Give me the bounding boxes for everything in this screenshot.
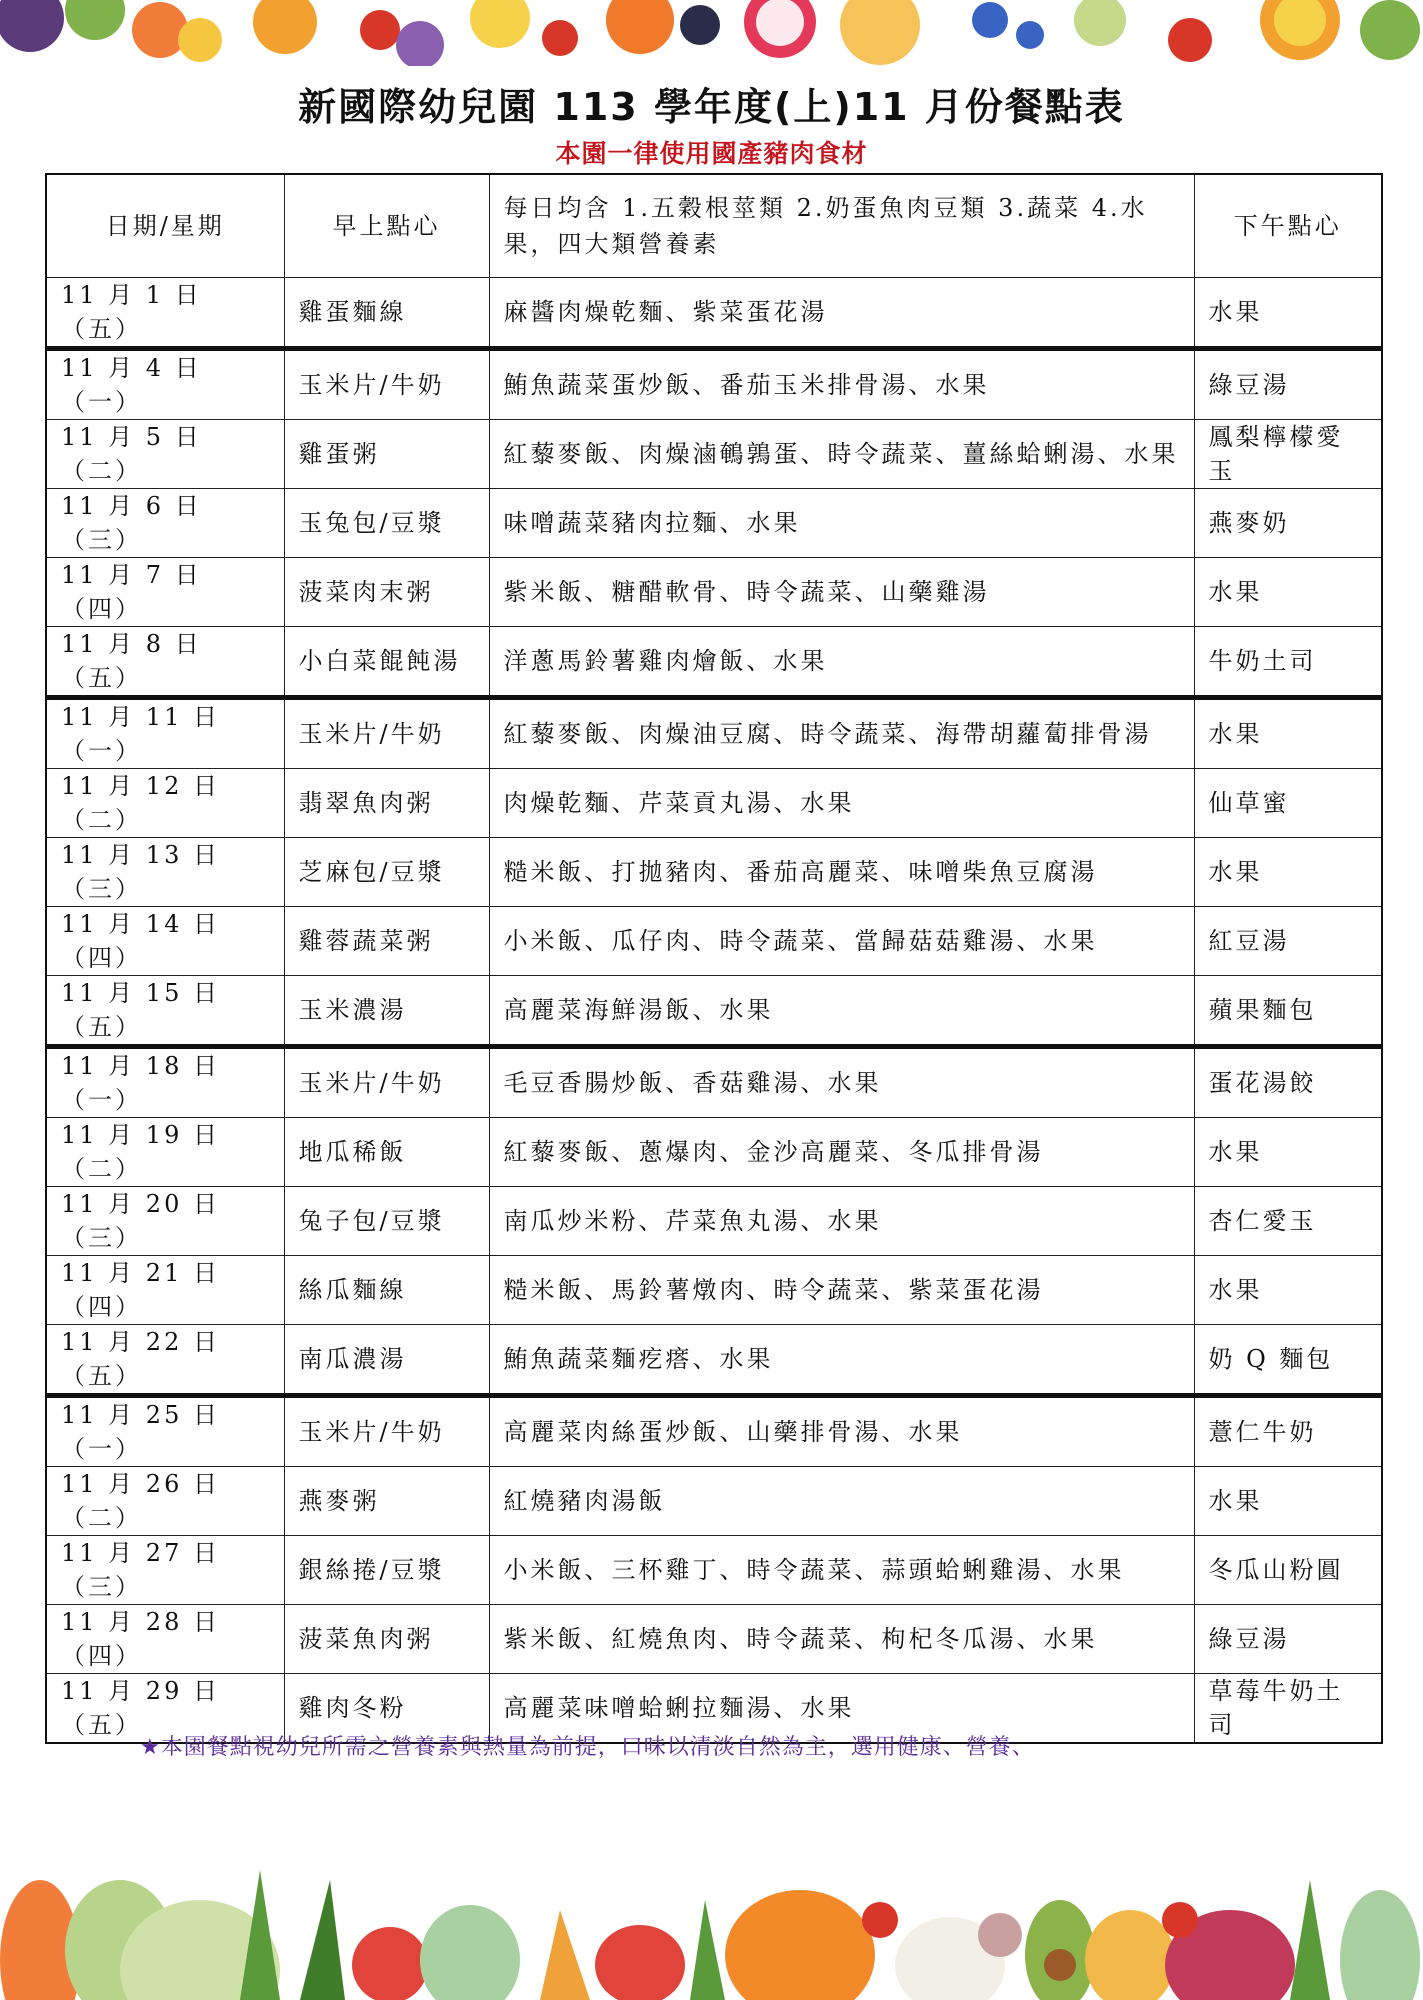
lunch-cell: 小米飯、三杯雞丁、時令蔬菜、蒜頭蛤蜊雞湯、水果 [489, 1536, 1194, 1605]
lunch-cell: 鮪魚蔬菜蛋炒飯、番茄玉米排骨湯、水果 [489, 349, 1194, 420]
lunch-cell: 紅藜麥飯、蔥爆肉、金沙高麗菜、冬瓜排骨湯 [489, 1118, 1194, 1187]
table-row [46, 420, 1382, 489]
table-row [46, 1256, 1382, 1325]
table-header-row [46, 174, 1382, 278]
date-cell: 11 月 14 日（四） [46, 907, 284, 976]
morning-snack-cell: 地瓜稀飯 [284, 1118, 489, 1187]
lunch-cell: 鮪魚蔬菜麵疙瘩、水果 [489, 1325, 1194, 1396]
morning-snack-cell: 玉米片/牛奶 [284, 349, 489, 420]
afternoon-snack-cell: 蘋果麵包 [1194, 976, 1382, 1047]
afternoon-snack-cell: 鳳梨檸檬愛玉 [1194, 420, 1382, 489]
morning-snack-cell: 菠菜肉末粥 [284, 558, 489, 627]
afternoon-snack-cell: 杏仁愛玉 [1194, 1187, 1382, 1256]
lunch-cell: 紅藜麥飯、肉燥滷鵪鶉蛋、時令蔬菜、薑絲蛤蜊湯、水果 [489, 420, 1194, 489]
date-cell: 11 月 1 日（五） [46, 278, 284, 349]
afternoon-snack-cell: 水果 [1194, 558, 1382, 627]
lunch-cell: 洋蔥馬鈴薯雞肉燴飯、水果 [489, 627, 1194, 698]
afternoon-snack-cell: 奶 Q 麵包 [1194, 1325, 1382, 1396]
menu-table-body [46, 278, 1382, 1744]
morning-snack-cell: 雞蓉蔬菜粥 [284, 907, 489, 976]
morning-snack-cell: 玉米片/牛奶 [284, 1396, 489, 1467]
afternoon-snack-cell: 燕麥奶 [1194, 489, 1382, 558]
header-date: 日期/星期 [46, 174, 284, 278]
header-afternoon-snack: 下午點心 [1194, 174, 1382, 278]
lunch-cell: 高麗菜海鮮湯飯、水果 [489, 976, 1194, 1047]
morning-snack-cell: 雞蛋麵線 [284, 278, 489, 349]
afternoon-snack-cell: 紅豆湯 [1194, 907, 1382, 976]
date-cell: 11 月 27 日（三） [46, 1536, 284, 1605]
afternoon-snack-cell: 草莓牛奶土司 [1194, 1674, 1382, 1744]
date-cell: 11 月 13 日（三） [46, 838, 284, 907]
afternoon-snack-cell: 牛奶土司 [1194, 627, 1382, 698]
fruit-banner [0, 0, 1423, 66]
morning-snack-cell: 雞蛋粥 [284, 420, 489, 489]
vegetable-banner [0, 1760, 1423, 2000]
afternoon-snack-cell: 水果 [1194, 1118, 1382, 1187]
table-row [46, 349, 1382, 420]
morning-snack-cell: 芝麻包/豆漿 [284, 838, 489, 907]
morning-snack-cell: 南瓜濃湯 [284, 1325, 489, 1396]
date-cell: 11 月 22 日（五） [46, 1325, 284, 1396]
morning-snack-cell: 絲瓜麵線 [284, 1256, 489, 1325]
page-subtitle: 本園一律使用國產豬肉食材 [555, 139, 868, 168]
fruit-illustration-icon [0, 0, 1423, 66]
lunch-cell: 南瓜炒米粉、芹菜魚丸湯、水果 [489, 1187, 1194, 1256]
afternoon-snack-cell: 仙草蜜 [1194, 769, 1382, 838]
lunch-cell: 毛豆香腸炒飯、香菇雞湯、水果 [489, 1047, 1194, 1118]
date-cell: 11 月 18 日（一） [46, 1047, 284, 1118]
header-morning-snack: 早上點心 [284, 174, 489, 278]
date-cell: 11 月 19 日（二） [46, 1118, 284, 1187]
date-cell: 11 月 29 日（五） [46, 1674, 284, 1744]
table-row [46, 907, 1382, 976]
table-row [46, 769, 1382, 838]
lunch-cell: 肉燥乾麵、芹菜貢丸湯、水果 [489, 769, 1194, 838]
morning-snack-cell: 翡翠魚肉粥 [284, 769, 489, 838]
morning-snack-cell: 玉米片/牛奶 [284, 698, 489, 769]
date-cell: 11 月 8 日（五） [46, 627, 284, 698]
morning-snack-cell: 小白菜餛飩湯 [284, 627, 489, 698]
afternoon-snack-cell: 綠豆湯 [1194, 1605, 1382, 1674]
date-cell: 11 月 6 日（三） [46, 489, 284, 558]
afternoon-snack-cell: 水果 [1194, 838, 1382, 907]
table-row [46, 838, 1382, 907]
morning-snack-cell: 燕麥粥 [284, 1467, 489, 1536]
table-row [46, 1325, 1382, 1396]
morning-snack-cell: 菠菜魚肉粥 [284, 1605, 489, 1674]
table-row [46, 976, 1382, 1047]
table-row [46, 489, 1382, 558]
date-cell: 11 月 26 日（二） [46, 1467, 284, 1536]
lunch-cell: 紫米飯、糖醋軟骨、時令蔬菜、山藥雞湯 [489, 558, 1194, 627]
table-row [46, 558, 1382, 627]
header-lunch: 每日均含 1.五穀根莖類 2.奶蛋魚肉豆類 3.蔬菜 4.水果，四大類營養素 [489, 174, 1194, 278]
date-cell: 11 月 4 日（一） [46, 349, 284, 420]
lunch-cell: 麻醬肉燥乾麵、紫菜蛋花湯 [489, 278, 1194, 349]
morning-snack-cell: 兔子包/豆漿 [284, 1187, 489, 1256]
afternoon-snack-cell: 綠豆湯 [1194, 349, 1382, 420]
morning-snack-cell: 玉米片/牛奶 [284, 1047, 489, 1118]
vegetable-illustration-icon [0, 1760, 1423, 2000]
morning-snack-cell: 銀絲捲/豆漿 [284, 1536, 489, 1605]
footer-text-1: 本園餐點視幼兒所需之營養素與熱量為前提，口味以清淡自然為主，選用健康、營養、 [160, 1735, 1035, 1760]
lunch-cell: 味噌蔬菜豬肉拉麵、水果 [489, 489, 1194, 558]
afternoon-snack-cell: 薏仁牛奶 [1194, 1396, 1382, 1467]
lunch-cell: 糙米飯、馬鈴薯燉肉、時令蔬菜、紫菜蛋花湯 [489, 1256, 1194, 1325]
lunch-cell: 糙米飯、打拋豬肉、番茄高麗菜、味噌柴魚豆腐湯 [489, 838, 1194, 907]
date-cell: 11 月 28 日（四） [46, 1605, 284, 1674]
date-cell: 11 月 20 日（三） [46, 1187, 284, 1256]
lunch-cell: 紫米飯、紅燒魚肉、時令蔬菜、枸杞冬瓜湯、水果 [489, 1605, 1194, 1674]
star-icon: ★ [140, 1735, 161, 1760]
table-row [46, 1467, 1382, 1536]
date-cell: 11 月 21 日（四） [46, 1256, 284, 1325]
table-row [46, 1118, 1382, 1187]
afternoon-snack-cell: 水果 [1194, 698, 1382, 769]
lunch-cell: 紅燒豬肉湯飯 [489, 1467, 1194, 1536]
date-cell: 11 月 7 日（四） [46, 558, 284, 627]
lunch-cell: 高麗菜肉絲蛋炒飯、山藥排骨湯、水果 [489, 1396, 1194, 1467]
table-row [46, 1047, 1382, 1118]
afternoon-snack-cell: 水果 [1194, 278, 1382, 349]
lunch-cell: 紅藜麥飯、肉燥油豆腐、時令蔬菜、海帶胡蘿蔔排骨湯 [489, 698, 1194, 769]
morning-snack-cell: 玉米濃湯 [284, 976, 489, 1047]
table-row [46, 278, 1382, 349]
lunch-cell: 高麗菜味噌蛤蜊拉麵湯、水果 [489, 1674, 1194, 1744]
afternoon-snack-cell: 冬瓜山粉圓 [1194, 1536, 1382, 1605]
page-title: 新國際幼兒園 113 學年度(上)11 月份餐點表 [298, 85, 1125, 129]
table-row [46, 698, 1382, 769]
date-cell: 11 月 25 日（一） [46, 1396, 284, 1467]
date-cell: 11 月 5 日（二） [46, 420, 284, 489]
date-cell: 11 月 12 日（二） [46, 769, 284, 838]
morning-snack-cell: 玉兔包/豆漿 [284, 489, 489, 558]
menu-table [45, 173, 1383, 1744]
table-row [46, 1536, 1382, 1605]
morning-snack-cell: 雞肉冬粉 [284, 1674, 489, 1744]
afternoon-snack-cell: 蛋花湯餃 [1194, 1047, 1382, 1118]
table-row [46, 1396, 1382, 1467]
date-cell: 11 月 15 日（五） [46, 976, 284, 1047]
table-row [46, 1605, 1382, 1674]
afternoon-snack-cell: 水果 [1194, 1467, 1382, 1536]
table-row [46, 627, 1382, 698]
lunch-cell: 小米飯、瓜仔肉、時令蔬菜、當歸菇菇雞湯、水果 [489, 907, 1194, 976]
date-cell: 11 月 11 日（一） [46, 698, 284, 769]
table-row [46, 1187, 1382, 1256]
afternoon-snack-cell: 水果 [1194, 1256, 1382, 1325]
